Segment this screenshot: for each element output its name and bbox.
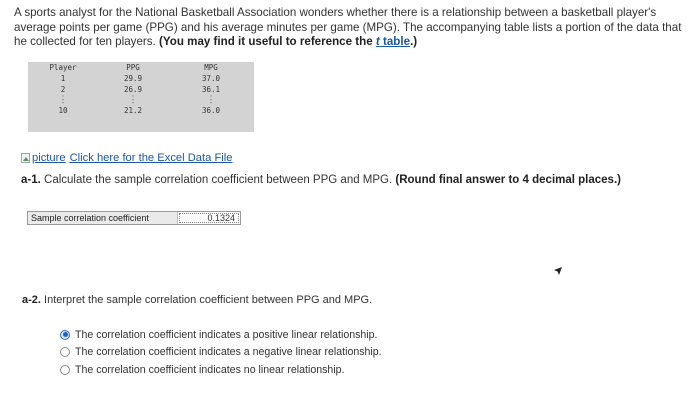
data-table [28, 62, 254, 132]
table-cell: 36.0 [201, 106, 221, 115]
mouse-cursor-icon [553, 266, 563, 276]
option-negative-linear[interactable] [60, 344, 382, 362]
table-row [28, 105, 254, 116]
table-header-mpg: MPG [204, 63, 218, 72]
question-a2-text: Interpret the sample correlation coefficient between PPG and MPG. [40, 294, 373, 306]
table-header-ppg: PPG [126, 63, 140, 72]
question-a1-instruction: (Round final answer to 4 decimal places.) [395, 174, 621, 186]
excel-link-label: Click here for the Excel Data File [69, 152, 233, 164]
table-row-ellipsis [28, 95, 254, 105]
table-cell: 1 [60, 74, 66, 83]
intro-reference-note [159, 35, 417, 48]
table-cell: 36.1 [201, 85, 221, 94]
intro-reference-end: .) [410, 35, 418, 48]
radio-button[interactable] [60, 365, 70, 375]
problem-intro [14, 6, 690, 50]
table-cell-ellipsis: ⋮ [58, 95, 68, 105]
interpretation-options [60, 326, 382, 379]
table-cell-ellipsis: ⋮ [206, 95, 216, 105]
t-table-link-label: table [379, 35, 411, 48]
table-cell: 21.2 [123, 106, 143, 115]
correlation-answer-input[interactable]: 0.1324 [179, 213, 239, 223]
question-a1-number: a-1. [21, 174, 41, 186]
t-table-link-italic: t [375, 35, 380, 48]
option-label: The correlation coefficient indicates no linear relationship. [75, 363, 345, 376]
table-cell: 29.9 [123, 74, 143, 83]
table-cell: 2 [60, 85, 66, 94]
option-positive-linear[interactable] [60, 326, 382, 344]
table-cell: 10 [58, 106, 68, 115]
intro-reference-text: (You may find it useful to reference the [159, 35, 376, 48]
table-cell: 37.0 [201, 74, 221, 83]
table-row [28, 84, 254, 95]
question-a2 [22, 294, 372, 306]
option-label: The correlation coefficient indicates a negative linear relationship. [75, 346, 382, 359]
answer-label: Sample correlation coefficient [28, 212, 178, 224]
radio-button[interactable] [60, 347, 70, 357]
excel-link-icon-alt: picture [32, 152, 66, 164]
option-no-linear[interactable] [60, 361, 382, 379]
radio-button-selected[interactable] [60, 330, 70, 340]
table-cell-ellipsis: ⋮ [128, 95, 138, 105]
t-table-link[interactable] [376, 35, 410, 48]
question-a1-text: Calculate the sample correlation coefficient between PPG and MPG. [40, 174, 396, 186]
question-a1 [21, 174, 621, 186]
answer-row [27, 211, 241, 225]
table-header-player: Player [49, 63, 77, 72]
table-row [28, 73, 254, 84]
table-header-row [28, 62, 254, 73]
picture-icon [21, 153, 30, 163]
option-label: The correlation coefficient indicates a positive linear relationship. [75, 328, 378, 341]
question-a2-number: a-2. [22, 294, 41, 306]
intro-text: A sports analyst for the National Basketball Association wonders whether there is a relationship between a basketball player's average points per game (PPG) and his average minutes per game (MPG). The accompanying table lists a portion of the data that he collected for ten players. [14, 6, 682, 48]
table-cell: 26.9 [123, 85, 143, 94]
excel-data-file-link[interactable] [21, 152, 233, 164]
